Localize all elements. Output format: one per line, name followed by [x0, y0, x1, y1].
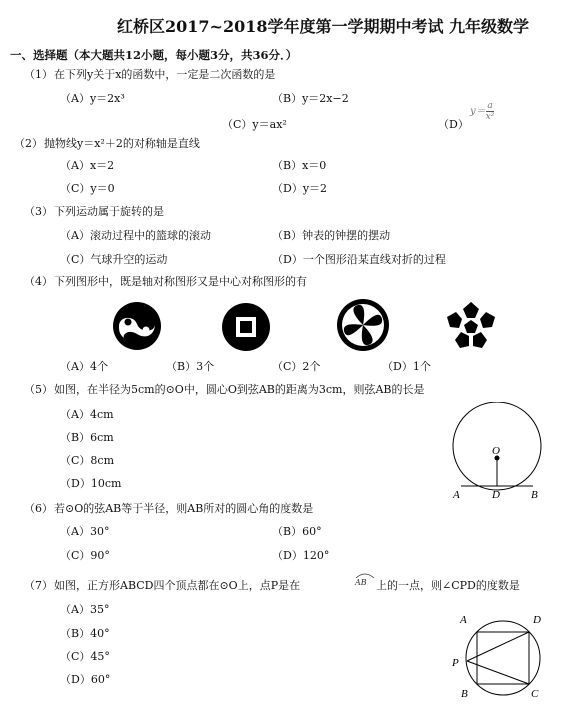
label-o: O — [492, 445, 500, 457]
section-heading: 一、选择题（本大题共12小题，每小题3分，共36分．） — [10, 48, 298, 62]
option-a: （A）y＝2x³ — [60, 92, 125, 105]
label-a: A — [453, 489, 460, 500]
option-d: （D）60° — [60, 673, 111, 686]
label-c: C — [531, 688, 539, 700]
question-text: 下列图形中，既是轴对称图形又是中心对称图形的有 — [54, 275, 307, 288]
option-d: （D）y＝2 — [272, 182, 328, 195]
question-text: 若⊙O的弦AB等于半径，则AB所对的圆心角的度数是 — [54, 502, 314, 515]
question-number: （5） — [24, 383, 53, 396]
figure-swirl-circle — [112, 298, 162, 354]
label-b: B — [531, 489, 538, 500]
label-p: P — [452, 657, 459, 669]
option-c: （C）2个 — [272, 360, 321, 373]
page-title: 红桥区2017~2018学年度第一学期期中考试 九年级数学 — [117, 17, 530, 36]
option-d-label: （D） — [438, 118, 469, 131]
fraction-denominator: x² — [485, 112, 495, 122]
option-a: （A）30° — [60, 525, 110, 538]
option-b: （B）6cm — [60, 431, 114, 444]
option-d: （D）1个 — [382, 360, 431, 373]
option-d: （D）一个图形沿某直线对折的过程 — [272, 253, 446, 266]
label-d: D — [492, 489, 500, 500]
question-text: 抛物线y＝x²＋2的对称轴是直线 — [44, 137, 200, 150]
figure-coin-square-hole — [221, 301, 271, 353]
fraction-numerator: a — [487, 101, 493, 111]
question-text: 如图，在半径为5cm的⊙O中，圆心O到弦AB的距离为3cm，则弦AB的长是 — [54, 383, 425, 396]
option-b: （B）3个 — [166, 360, 215, 373]
question-number: （6） — [24, 502, 53, 515]
option-c: （C）90° — [60, 549, 110, 562]
option-c: （C）y＝ax² — [222, 118, 287, 131]
option-b: （B）x＝0 — [272, 159, 327, 172]
option-c: （C）气球升空的运动 — [60, 253, 168, 266]
arc-label-text: AB — [355, 578, 367, 587]
label-a: A — [460, 614, 467, 626]
option-a: （A）x＝2 — [60, 159, 115, 172]
option-b: （B）40° — [60, 627, 110, 640]
formula-lhs: y＝ — [470, 106, 486, 117]
option-c: （C）y＝0 — [60, 182, 115, 195]
arc-ab-label — [355, 572, 375, 587]
question-text-after: 上的一点，则∠CPD的度数是 — [376, 579, 520, 592]
option-b: （B）钟表的钟摆的摆动 — [272, 229, 391, 242]
figure-pentagon-flower — [445, 300, 497, 350]
option-c: （C）45° — [60, 650, 110, 663]
option-b: （B）60° — [272, 525, 322, 538]
figure-square-in-circle — [448, 610, 552, 710]
question-text: 下列运动属于旋转的是 — [54, 205, 164, 218]
question-number: （4） — [24, 275, 53, 288]
question-number: （7） — [24, 579, 53, 592]
question-number: （2） — [14, 137, 43, 150]
option-a: （A）4个 — [60, 360, 108, 373]
figure-four-petal-circle — [336, 297, 390, 353]
option-a: （A）35° — [60, 603, 110, 616]
figure-circle-chord — [448, 402, 548, 500]
option-d-formula — [470, 101, 494, 122]
question-number: （3） — [24, 205, 53, 218]
question-text: 在下列y关于x的函数中，一定是二次函数的是 — [54, 68, 276, 81]
option-a: （A）4cm — [60, 408, 114, 421]
label-d: D — [533, 614, 541, 626]
option-d: （D）10cm — [60, 477, 122, 490]
question-number: （1） — [24, 68, 53, 81]
option-a: （A）滚动过程中的篮球的滚动 — [60, 229, 211, 242]
option-c: （C）8cm — [60, 454, 115, 467]
formula-fraction — [486, 101, 495, 122]
option-b: （B）y＝2x−2 — [272, 92, 349, 105]
option-d: （D）120° — [272, 549, 330, 562]
question-text-before: 如图，正方形ABCD四个顶点都在⊙O上，点P是在 — [54, 579, 301, 592]
label-b: B — [461, 688, 468, 700]
